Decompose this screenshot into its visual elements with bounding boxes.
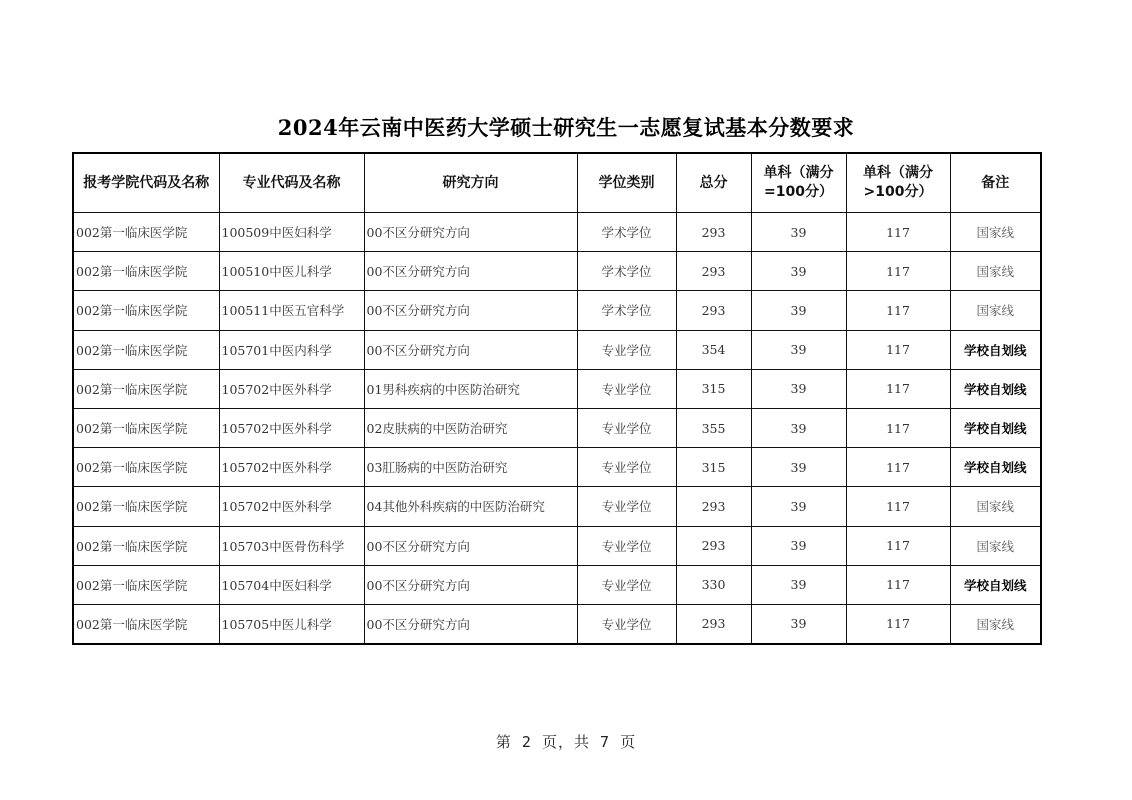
col-header-college: 报考学院代码及名称 [73, 153, 219, 213]
cell-single-subject-over-100: 117 [846, 448, 950, 487]
header-row [73, 153, 1041, 213]
cell-total-score: 330 [676, 565, 751, 604]
cell-single-subject-100: 39 [751, 526, 846, 565]
cell-degree: 专业学位 [577, 526, 676, 565]
cell-single-subject-over-100: 117 [846, 526, 950, 565]
col-header-note: 备注 [950, 153, 1041, 213]
cell-college: 002第一临床医学院 [73, 565, 219, 604]
cell-single-subject-100: 39 [751, 330, 846, 369]
cell-major: 105704中医妇科学 [219, 565, 364, 604]
cell-note: 国家线 [950, 604, 1041, 644]
page-number: 第 2 页，共 7 页 [495, 733, 637, 751]
cell-major: 105702中医外科学 [219, 408, 364, 447]
cell-direction: 00不区分研究方向 [364, 291, 577, 330]
cell-direction: 00不区分研究方向 [364, 330, 577, 369]
cell-single-subject-100: 39 [751, 291, 846, 330]
cell-degree: 学术学位 [577, 252, 676, 291]
cell-note: 学校自划线 [950, 408, 1041, 447]
table-row [73, 252, 1041, 291]
table-row [73, 213, 1041, 252]
cell-major: 105702中医外科学 [219, 369, 364, 408]
cell-total-score: 355 [676, 408, 751, 447]
table-row [73, 448, 1041, 487]
cell-single-subject-100: 39 [751, 213, 846, 252]
cell-direction: 00不区分研究方向 [364, 604, 577, 644]
cell-major: 105702中医外科学 [219, 448, 364, 487]
table-row [73, 487, 1041, 526]
cell-direction: 02皮肤病的中医防治研究 [364, 408, 577, 447]
cell-single-subject-over-100: 117 [846, 565, 950, 604]
cell-major: 100511中医五官科学 [219, 291, 364, 330]
table-row [73, 330, 1041, 369]
cell-note: 国家线 [950, 213, 1041, 252]
cell-total-score: 354 [676, 330, 751, 369]
cell-major: 100509中医妇科学 [219, 213, 364, 252]
cell-major: 105702中医外科学 [219, 487, 364, 526]
table-row [73, 526, 1041, 565]
cell-direction: 00不区分研究方向 [364, 213, 577, 252]
cell-single-subject-100: 39 [751, 565, 846, 604]
cell-degree: 学术学位 [577, 291, 676, 330]
cell-degree: 专业学位 [577, 408, 676, 447]
cell-total-score: 293 [676, 291, 751, 330]
cell-note: 国家线 [950, 487, 1041, 526]
table-row [73, 604, 1041, 644]
cell-direction: 03肛肠病的中医防治研究 [364, 448, 577, 487]
cell-single-subject-100: 39 [751, 369, 846, 408]
cell-major: 105701中医内科学 [219, 330, 364, 369]
cell-college: 002第一临床医学院 [73, 330, 219, 369]
table-row [73, 369, 1041, 408]
cell-college: 002第一临床医学院 [73, 408, 219, 447]
cell-direction: 00不区分研究方向 [364, 252, 577, 291]
cell-degree: 专业学位 [577, 487, 676, 526]
col-header-single-100: 单科（满分=100分） [751, 153, 846, 213]
document-title: 2024年云南中医药大学硕士研究生一志愿复试基本分数要求 [277, 115, 855, 140]
cell-college: 002第一临床医学院 [73, 526, 219, 565]
cell-degree: 专业学位 [577, 604, 676, 644]
col-header-total: 总分 [676, 153, 751, 213]
table-body [73, 213, 1041, 645]
cell-total-score: 293 [676, 526, 751, 565]
cell-single-subject-over-100: 117 [846, 369, 950, 408]
cell-note: 学校自划线 [950, 369, 1041, 408]
cell-college: 002第一临床医学院 [73, 448, 219, 487]
cell-college: 002第一临床医学院 [73, 369, 219, 408]
cell-major: 105705中医儿科学 [219, 604, 364, 644]
cell-single-subject-over-100: 117 [846, 487, 950, 526]
cell-single-subject-100: 39 [751, 252, 846, 291]
cell-college: 002第一临床医学院 [73, 252, 219, 291]
cell-direction: 00不区分研究方向 [364, 565, 577, 604]
cell-single-subject-100: 39 [751, 448, 846, 487]
score-requirements-table [72, 152, 1042, 645]
cell-degree: 专业学位 [577, 330, 676, 369]
cell-single-subject-over-100: 117 [846, 291, 950, 330]
cell-college: 002第一临床医学院 [73, 604, 219, 644]
cell-degree: 专业学位 [577, 448, 676, 487]
cell-degree: 专业学位 [577, 565, 676, 604]
table-row [73, 291, 1041, 330]
cell-total-score: 293 [676, 604, 751, 644]
cell-direction: 04其他外科疾病的中医防治研究 [364, 487, 577, 526]
cell-single-subject-over-100: 117 [846, 213, 950, 252]
cell-single-subject-over-100: 117 [846, 252, 950, 291]
cell-single-subject-over-100: 117 [846, 330, 950, 369]
cell-direction: 01男科疾病的中医防治研究 [364, 369, 577, 408]
table-row [73, 408, 1041, 447]
cell-note: 学校自划线 [950, 565, 1041, 604]
cell-note: 国家线 [950, 291, 1041, 330]
cell-note: 国家线 [950, 252, 1041, 291]
cell-college: 002第一临床医学院 [73, 487, 219, 526]
cell-total-score: 293 [676, 213, 751, 252]
cell-note: 学校自划线 [950, 330, 1041, 369]
cell-single-subject-over-100: 117 [846, 408, 950, 447]
cell-single-subject-100: 39 [751, 408, 846, 447]
col-header-degree: 学位类别 [577, 153, 676, 213]
cell-degree: 学术学位 [577, 213, 676, 252]
cell-total-score: 315 [676, 369, 751, 408]
cell-note: 国家线 [950, 526, 1041, 565]
table-header [73, 153, 1041, 213]
cell-college: 002第一临床医学院 [73, 213, 219, 252]
cell-direction: 00不区分研究方向 [364, 526, 577, 565]
cell-degree: 专业学位 [577, 369, 676, 408]
col-header-single-over-100: 单科（满分>100分） [846, 153, 950, 213]
col-header-major: 专业代码及名称 [219, 153, 364, 213]
cell-total-score: 293 [676, 252, 751, 291]
cell-note: 学校自划线 [950, 448, 1041, 487]
cell-major: 100510中医儿科学 [219, 252, 364, 291]
cell-major: 105703中医骨伤科学 [219, 526, 364, 565]
cell-total-score: 315 [676, 448, 751, 487]
cell-single-subject-over-100: 117 [846, 604, 950, 644]
col-header-direction: 研究方向 [364, 153, 577, 213]
cell-college: 002第一临床医学院 [73, 291, 219, 330]
cell-single-subject-100: 39 [751, 487, 846, 526]
table-row [73, 565, 1041, 604]
cell-single-subject-100: 39 [751, 604, 846, 644]
cell-total-score: 293 [676, 487, 751, 526]
